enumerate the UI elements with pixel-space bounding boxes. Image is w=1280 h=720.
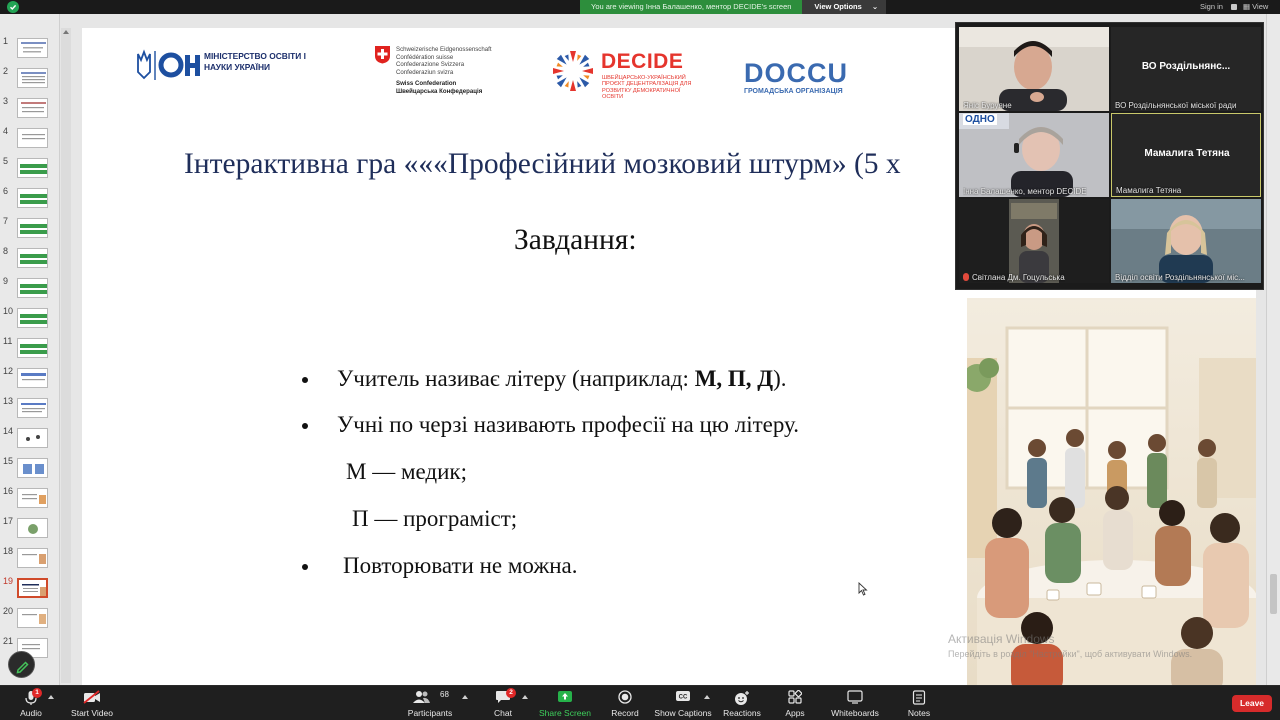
- record-label: Record: [611, 708, 639, 718]
- video-gallery-panel: [955, 22, 1264, 290]
- participant-center-label: ВО Роздільнянс...: [1141, 61, 1231, 72]
- slide-number: 3: [3, 96, 9, 106]
- participant-video-tile[interactable]: [959, 199, 1109, 283]
- participant-name: Яніс Буруяне: [963, 101, 1012, 110]
- slide-preview: [17, 488, 48, 508]
- slide-thumbnail[interactable]: [0, 456, 60, 482]
- windows-activation-hint: Перейдіть в розділ "Настройки", щоб активувати Windows.: [948, 649, 1193, 659]
- slide-preview: [17, 98, 48, 118]
- slide-thumbnail[interactable]: [0, 216, 60, 242]
- record-button[interactable]: [608, 686, 642, 720]
- slide-number: 8: [3, 246, 9, 256]
- view-options-button[interactable]: [802, 0, 886, 14]
- slide-number: 1: [3, 36, 9, 46]
- svg-text:CC: CC: [678, 694, 688, 701]
- participants-count: 68: [440, 690, 449, 699]
- meeting-toolbar: [0, 685, 1280, 720]
- slide-number: 4: [3, 126, 9, 136]
- slide-preview: [17, 368, 48, 388]
- slide-preview: [17, 278, 48, 298]
- window-icon: [1231, 4, 1237, 10]
- participant-name: ВО Роздільнянської міської ради: [1115, 101, 1237, 110]
- slide-thumbnail[interactable]: [0, 126, 60, 152]
- bullet-dot-icon: [302, 377, 308, 383]
- closed-captions-icon: [675, 690, 691, 702]
- participants-label: Participants: [407, 708, 453, 718]
- slide-thumbnail-active[interactable]: [0, 576, 60, 602]
- apps-label: Apps: [785, 708, 805, 718]
- participant-video-tile[interactable]: [959, 27, 1109, 111]
- leave-button[interactable]: Leave: [1232, 695, 1272, 712]
- participant-name: [963, 273, 1065, 282]
- view-label: View: [1252, 2, 1269, 11]
- participant-video-tile[interactable]: [959, 113, 1109, 197]
- slide-preview: [17, 518, 48, 538]
- bullet-item: [337, 366, 787, 392]
- audio-badge: 1: [32, 688, 42, 698]
- security-shield-icon[interactable]: [7, 1, 19, 13]
- windows-activation-watermark: Активація Windows: [948, 632, 1055, 646]
- participant-video: [1111, 199, 1261, 283]
- participant-name: Інна Балашенко, ментор DECIDE: [963, 187, 1087, 196]
- slide-preview: [17, 188, 48, 208]
- participant-center-label: Мамалига Тетяна: [1144, 148, 1230, 159]
- slide-preview: [17, 218, 48, 238]
- whiteboard-icon: [847, 690, 863, 704]
- grid-icon: ▦: [1243, 2, 1253, 11]
- example-line: М — медик;: [346, 459, 467, 484]
- slide-preview: [17, 398, 48, 418]
- swiss-ua-line: Швейцарська Конфедерація: [396, 87, 483, 95]
- slide-thumbnail[interactable]: [0, 246, 60, 272]
- slide-number: 20: [3, 606, 14, 616]
- decide-subtitle: ШВЕЙЦАРСЬКО-УКРАЇНСЬКИЙ ПРОЄКТ ДЕЦЕНТРАЛІЗАЦІЯ ДЛЯ РОЗВИТКУ ДЕМОКРАТИЧНОЇ ОСВІТИ: [602, 75, 692, 101]
- participant-video: [959, 113, 1109, 197]
- show-captions-label: Show Captions: [654, 708, 712, 718]
- share-screen-icon: [557, 690, 573, 704]
- start-video-button[interactable]: [66, 686, 118, 720]
- slide-preview: [17, 578, 48, 598]
- slide-thumbnail[interactable]: [0, 336, 60, 362]
- slide-preview: [17, 608, 48, 628]
- slide-preview: [17, 248, 48, 268]
- slide-number: 21: [3, 636, 14, 646]
- slide-thumbnail[interactable]: [0, 366, 60, 392]
- pencil-icon: [9, 652, 36, 679]
- share-banner-text: You are viewing Інна Балашенко, ментор DECIDE's screen: [580, 0, 802, 14]
- slide-preview: [17, 38, 48, 58]
- slide-scrollbar[interactable]: [1266, 14, 1280, 685]
- slide-thumbnail[interactable]: [0, 546, 60, 572]
- audio-label: Audio: [20, 708, 42, 718]
- slide-preview: [17, 158, 48, 178]
- slide-thumbnail-panel: [0, 14, 60, 685]
- doccu-wordmark: DOCCU: [744, 58, 848, 88]
- slide-preview: [17, 458, 48, 478]
- slide-thumbnail[interactable]: [0, 606, 60, 632]
- participants-caret-icon[interactable]: [462, 695, 468, 699]
- slide-number: 18: [3, 546, 14, 556]
- slide-preview: [17, 338, 48, 358]
- smiley-plus-icon: [734, 690, 750, 706]
- slide-thumbnail[interactable]: [0, 486, 60, 512]
- chat-caret-icon[interactable]: [522, 695, 528, 699]
- swiss-line: Confédération suisse: [396, 53, 454, 61]
- bullet-dot-icon: [302, 564, 308, 570]
- slide-number: 9: [3, 276, 9, 286]
- sign-in-link[interactable]: Sign in: [1200, 2, 1223, 11]
- slide-number: 7: [3, 216, 9, 226]
- example-line: П — програміст;: [352, 506, 518, 531]
- record-icon: [618, 690, 632, 704]
- slide-number: 19: [3, 576, 14, 586]
- view-button[interactable]: [1243, 0, 1268, 14]
- decide-wordmark: DECIDE: [601, 50, 684, 73]
- participant-name: Мамалига Тетяна: [1116, 186, 1182, 195]
- slide-number: 11: [3, 336, 13, 346]
- captions-caret-icon[interactable]: [704, 695, 710, 699]
- slide-preview: [17, 428, 48, 448]
- participant-name: Відділ освіти Роздільнянської міс...: [1115, 273, 1245, 282]
- screen-share-banner: [580, 0, 886, 14]
- bullet-item: Учні по черзі називають професії на цю літеру.: [337, 412, 799, 437]
- slide-number: 5: [3, 156, 9, 166]
- start-video-label: Start Video: [71, 708, 113, 718]
- chevron-down-icon: ⌄: [871, 2, 879, 11]
- notes-icon: [913, 690, 926, 705]
- participant-name-text: Світлана Дм. Гоцульська: [972, 273, 1065, 282]
- slide-number: 14: [3, 426, 14, 436]
- scrollbar-thumb[interactable]: [1270, 574, 1277, 614]
- slide-thumbnail[interactable]: [0, 36, 60, 62]
- slide-thumbnail[interactable]: [0, 306, 60, 332]
- participant-video-tile[interactable]: [1111, 199, 1261, 283]
- swiss-bold-line: Swiss Confederation: [396, 79, 457, 87]
- slide-number: 12: [3, 366, 14, 376]
- participant-name-tile[interactable]: [1111, 27, 1261, 111]
- slide-subtitle: Завдання:: [514, 224, 637, 256]
- whiteboards-button[interactable]: [826, 686, 884, 720]
- bullet-bold-letters: М, П, Д: [694, 366, 774, 391]
- slide-thumbnail[interactable]: [0, 96, 60, 122]
- participant-video: [959, 27, 1109, 111]
- slide-preview: [17, 128, 48, 148]
- apps-button[interactable]: [778, 686, 812, 720]
- mouse-cursor-icon: [858, 582, 868, 596]
- share-screen-button[interactable]: [538, 686, 592, 720]
- bullet-dot-icon: [302, 423, 308, 429]
- notes-label: Notes: [907, 708, 931, 718]
- classroom-illustration: [967, 298, 1256, 685]
- notes-button[interactable]: [902, 686, 936, 720]
- participants-button[interactable]: [404, 686, 456, 720]
- slide-number: 6: [3, 186, 9, 196]
- slide-thumbnail[interactable]: [0, 156, 60, 182]
- slide-thumbnail[interactable]: [0, 396, 60, 422]
- show-captions-button[interactable]: [654, 686, 712, 720]
- slide-thumbnail[interactable]: [0, 516, 60, 542]
- audio-options-caret-icon[interactable]: [48, 695, 54, 699]
- scroll-up-icon[interactable]: [63, 30, 69, 34]
- slide-title: Інтерактивна гра «««Професійний мозковий штурм» (5 х: [184, 148, 901, 180]
- annotate-pen-button[interactable]: [8, 651, 35, 678]
- audio-button[interactable]: [12, 686, 50, 720]
- zoom-top-bar: [0, 0, 1280, 14]
- slide-preview: [17, 308, 48, 328]
- participants-icon: [413, 690, 431, 704]
- bullet-text: Учитель називає літеру (наприклад:: [337, 366, 695, 391]
- swiss-line: Confederazione Svizzera: [396, 61, 465, 69]
- slide-number: 13: [3, 396, 14, 406]
- slide-number: 15: [3, 456, 14, 466]
- reactions-label: Reactions: [723, 708, 761, 718]
- share-screen-label: Share Screen: [539, 708, 591, 718]
- reactions-button[interactable]: [722, 686, 762, 720]
- mic-muted-icon: [963, 273, 969, 281]
- swiss-line: Confederaziun svizra: [396, 69, 454, 77]
- ministry-name: МІНІСТЕРСТВО ОСВІТИ І НАУКИ УКРАЇНИ: [204, 51, 306, 72]
- bullet-item: Повторювати не можна.: [343, 553, 578, 578]
- participant-name-tile-active[interactable]: [1111, 113, 1261, 197]
- slide-thumbnail[interactable]: [0, 276, 60, 302]
- video-overlay-label: ОДНО: [965, 114, 995, 125]
- whiteboards-label: Whiteboards: [831, 708, 879, 718]
- slide-number: 16: [3, 486, 14, 496]
- slide-preview: [17, 548, 48, 568]
- slide-number: 17: [3, 516, 14, 526]
- chat-badge: 2: [506, 688, 516, 698]
- chat-button[interactable]: [486, 686, 520, 720]
- apps-icon: [788, 690, 802, 704]
- slide-number: 2: [3, 66, 9, 76]
- slide-thumbnail[interactable]: [0, 186, 60, 212]
- view-options-label: View Options: [814, 2, 862, 11]
- slide-thumbnail[interactable]: [0, 66, 60, 92]
- bullet-text-end: ).: [773, 366, 787, 391]
- swiss-line: Schweizerische Eidgenossenschaft: [396, 46, 492, 53]
- doccu-subtitle: ГРОМАДСЬКА ОРГАНІЗАЦІЯ: [744, 88, 843, 95]
- video-off-icon: [83, 690, 101, 704]
- participant-video: [959, 199, 1109, 283]
- slide-thumbnail[interactable]: [0, 426, 60, 452]
- slide-number: 10: [3, 306, 14, 316]
- people-around-table-image: [967, 298, 1256, 685]
- thumbnail-scrollbar[interactable]: [61, 28, 71, 683]
- bullet-list: [82, 28, 962, 685]
- chat-label: Chat: [494, 708, 512, 718]
- slide-preview: [17, 68, 48, 88]
